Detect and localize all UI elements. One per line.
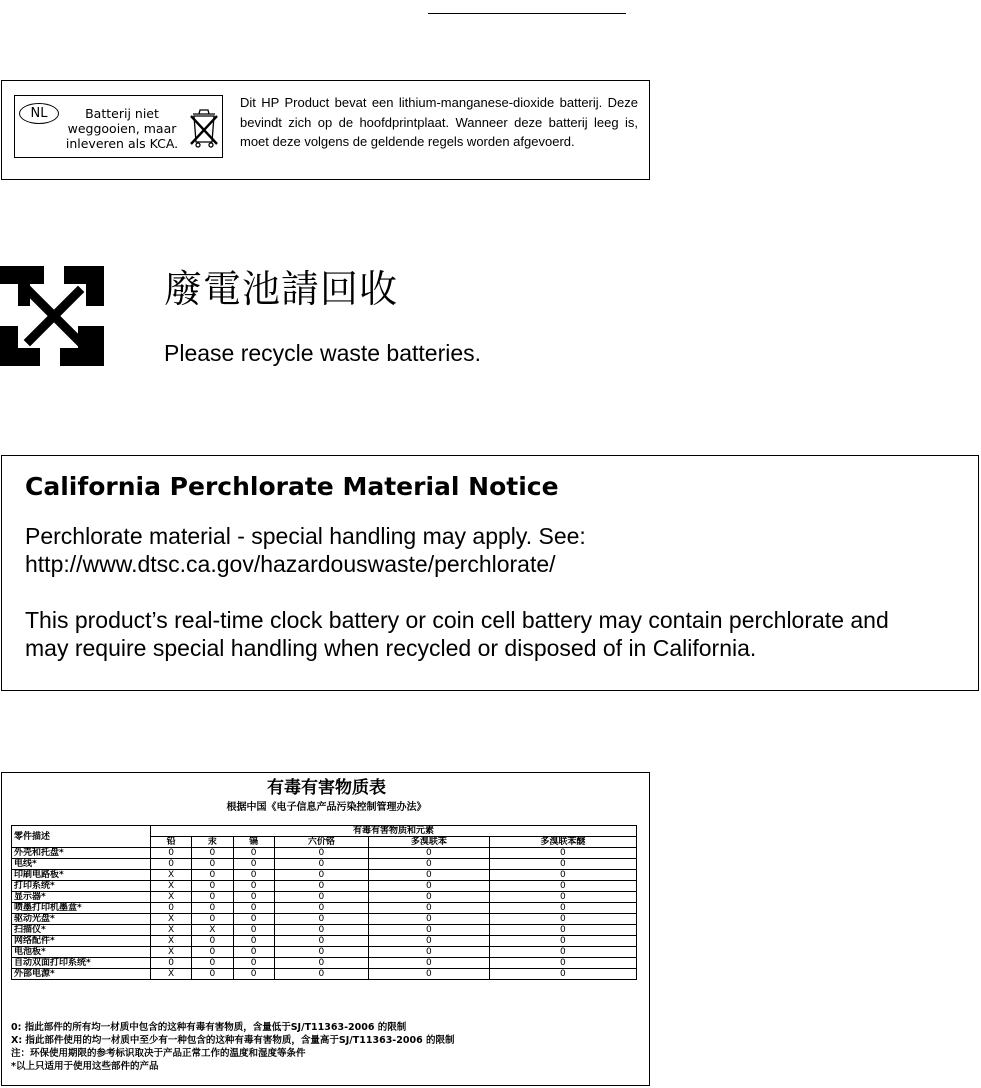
substance-value-cell: 0 bbox=[233, 892, 274, 903]
substance-value-cell: 0 bbox=[192, 903, 233, 914]
substance-value-cell: 0 bbox=[274, 958, 368, 969]
table-row bbox=[12, 870, 637, 881]
ca-notice-line: Perchlorate material - special handling may apply. See: bbox=[25, 523, 586, 549]
substance-value-cell: 0 bbox=[489, 859, 636, 870]
table-note: X: 指此部件使用的均一材质中至少有一种包含的这种有毒有害物质，含量高于SJ/T11363-2006 的限制 bbox=[11, 1035, 455, 1046]
nl-label-line: inleveren als KCA. bbox=[65, 136, 179, 151]
table-row bbox=[12, 892, 637, 903]
substance-value-cell: 0 bbox=[151, 859, 192, 870]
substance-value-cell: 0 bbox=[368, 892, 489, 903]
substance-value-cell: 0 bbox=[233, 936, 274, 947]
substance-value-cell: 0 bbox=[368, 848, 489, 859]
ca-notice-line: may require special handling when recycled or disposed of in California. bbox=[25, 635, 757, 661]
column-header: 铅 bbox=[151, 837, 192, 848]
substance-value-cell: 0 bbox=[368, 903, 489, 914]
substance-value-cell: 0 bbox=[368, 936, 489, 947]
table-row bbox=[12, 914, 637, 925]
substance-value-cell: 0 bbox=[489, 936, 636, 947]
substance-value-cell: 0 bbox=[489, 892, 636, 903]
table-row bbox=[12, 925, 637, 936]
substance-value-cell: 0 bbox=[274, 925, 368, 936]
table-row bbox=[12, 881, 637, 892]
substance-value-cell: 0 bbox=[368, 969, 489, 980]
recycle-title-zh: 廢電池請回收 bbox=[164, 267, 399, 311]
substance-value-cell: 0 bbox=[489, 903, 636, 914]
nl-label-line: Batterij niet bbox=[85, 106, 159, 121]
part-name-cell: 自动双面打印系统* bbox=[12, 958, 151, 969]
ca-notice-line: This product’s real-time clock battery or coin cell battery may contain perchlorate and bbox=[25, 607, 889, 633]
part-name-cell: 电池板* bbox=[12, 947, 151, 958]
substance-value-cell: 0 bbox=[192, 958, 233, 969]
substance-value-cell: 0 bbox=[489, 848, 636, 859]
part-name-cell: 电线* bbox=[12, 859, 151, 870]
table-row bbox=[12, 848, 637, 859]
substance-value-cell: 0 bbox=[233, 958, 274, 969]
substance-value-cell: 0 bbox=[274, 947, 368, 958]
substance-value-cell: 0 bbox=[489, 958, 636, 969]
column-header: 六价铬 bbox=[274, 837, 368, 848]
substance-value-cell: 0 bbox=[233, 925, 274, 936]
battery-recycle-icon bbox=[0, 262, 108, 370]
substance-value-cell: 0 bbox=[274, 881, 368, 892]
column-header: 汞 bbox=[192, 837, 233, 848]
header-rule bbox=[428, 13, 626, 14]
part-name-cell: 外壳和托盘* bbox=[12, 848, 151, 859]
substance-value-cell: 0 bbox=[368, 958, 489, 969]
substance-value-cell: 0 bbox=[274, 936, 368, 947]
substance-value-cell: 0 bbox=[151, 903, 192, 914]
nl-disposal-text bbox=[51, 106, 193, 151]
column-header: 多溴联苯 bbox=[368, 837, 489, 848]
substance-group-header: 有毒有害物质和元素 bbox=[151, 826, 637, 837]
substance-value-cell: 0 bbox=[274, 903, 368, 914]
nl-country-badge: NL bbox=[19, 103, 59, 124]
substance-value-cell: 0 bbox=[274, 914, 368, 925]
part-name-cell: 网络配件* bbox=[12, 936, 151, 947]
substance-value-cell: 0 bbox=[233, 969, 274, 980]
substance-value-cell: 0 bbox=[192, 881, 233, 892]
substance-value-cell: 0 bbox=[233, 859, 274, 870]
substance-value-cell: 0 bbox=[192, 969, 233, 980]
substance-value-cell: 0 bbox=[368, 925, 489, 936]
table-row bbox=[12, 958, 637, 969]
part-name-cell: 驱动光盘* bbox=[12, 914, 151, 925]
substance-value-cell: 0 bbox=[489, 881, 636, 892]
substance-value-cell: 0 bbox=[489, 947, 636, 958]
nl-label-line: weggooien, maar bbox=[67, 121, 177, 136]
part-name-cell: 喷墨打印机墨盒* bbox=[12, 903, 151, 914]
substance-value-cell: 0 bbox=[368, 881, 489, 892]
substance-value-cell: 0 bbox=[151, 958, 192, 969]
substance-value-cell: 0 bbox=[233, 947, 274, 958]
substance-value-cell: 0 bbox=[274, 848, 368, 859]
substance-value-cell: 0 bbox=[151, 848, 192, 859]
substance-value-cell: 0 bbox=[368, 859, 489, 870]
substance-value-cell: 0 bbox=[192, 936, 233, 947]
part-header: 零件描述 bbox=[12, 826, 151, 848]
table-note: 注：环保使用期限的参考标识取决于产品正常工作的温度和湿度等条件 bbox=[11, 1048, 306, 1059]
recycle-subtitle: Please recycle waste batteries. bbox=[164, 340, 482, 366]
table-row bbox=[12, 936, 637, 947]
part-name-cell: 外部电源* bbox=[12, 969, 151, 980]
substance-value-cell: X bbox=[151, 969, 192, 980]
substance-value-cell: 0 bbox=[489, 969, 636, 980]
substance-value-cell: 0 bbox=[274, 892, 368, 903]
substance-value-cell: X bbox=[151, 925, 192, 936]
ca-notice-url: http://www.dtsc.ca.gov/hazardouswaste/perchlorate/ bbox=[25, 551, 556, 577]
substance-value-cell: 0 bbox=[274, 870, 368, 881]
substance-value-cell: X bbox=[151, 914, 192, 925]
substance-value-cell: X bbox=[151, 870, 192, 881]
substance-value-cell: 0 bbox=[274, 859, 368, 870]
substance-value-cell: 0 bbox=[489, 914, 636, 925]
hazardous-substance-table-box bbox=[1, 772, 650, 1086]
table-note: 0: 指此部件的所有均一材质中包含的这种有毒有害物质，含量低于SJ/T11363-2006 的限制 bbox=[11, 1022, 407, 1033]
substance-value-cell: 0 bbox=[192, 914, 233, 925]
substance-value-cell: 0 bbox=[192, 859, 233, 870]
substance-value-cell: X bbox=[192, 925, 233, 936]
ca-notice-title: California Perchlorate Material Notice bbox=[25, 472, 559, 501]
hazardous-substance-table bbox=[11, 825, 637, 980]
substance-value-cell: 0 bbox=[192, 947, 233, 958]
substance-value-cell: 0 bbox=[368, 870, 489, 881]
table-row bbox=[12, 859, 637, 870]
crossed-out-bin-icon bbox=[187, 102, 221, 150]
substance-value-cell: X bbox=[151, 936, 192, 947]
california-perchlorate-notice bbox=[1, 455, 979, 691]
substance-value-cell: X bbox=[151, 947, 192, 958]
substance-value-cell: 0 bbox=[233, 870, 274, 881]
table-note: *以上只适用于使用这些部件的产品 bbox=[11, 1061, 159, 1072]
substance-value-cell: 0 bbox=[233, 881, 274, 892]
substance-value-cell: X bbox=[151, 881, 192, 892]
table-title: 有毒有害物质表 bbox=[267, 778, 386, 798]
substance-value-cell: 0 bbox=[192, 848, 233, 859]
substance-value-cell: 0 bbox=[192, 870, 233, 881]
part-name-cell: 扫描仪* bbox=[12, 925, 151, 936]
column-header: 多溴联苯醚 bbox=[489, 837, 636, 848]
part-name-cell: 印刷电路板* bbox=[12, 870, 151, 881]
table-subtitle: 根据中国《电子信息产品污染控制管理办法》 bbox=[226, 802, 427, 813]
substance-value-cell: 0 bbox=[368, 914, 489, 925]
part-name-cell: 打印系统* bbox=[12, 881, 151, 892]
substance-value-cell: 0 bbox=[489, 870, 636, 881]
nl-notice-text: Dit HP Product bevat een lithium-manganese-dioxide batterij. Deze bevindt zich op de hoofdprintplaat. Wanneer deze batterij leeg is, moet deze volgens de geldende regels worden afgevoerd. bbox=[240, 95, 638, 149]
table-row bbox=[12, 903, 637, 914]
nl-disposal-label bbox=[14, 95, 223, 158]
table-notes bbox=[11, 1021, 641, 1073]
table-body bbox=[12, 848, 637, 980]
nl-battery-notice bbox=[1, 80, 650, 180]
substance-value-cell: 0 bbox=[233, 914, 274, 925]
table-row bbox=[12, 969, 637, 980]
substance-value-cell: 0 bbox=[192, 892, 233, 903]
substance-value-cell: 0 bbox=[368, 947, 489, 958]
column-header: 镉 bbox=[233, 837, 274, 848]
substance-value-cell: 0 bbox=[233, 848, 274, 859]
table-row bbox=[12, 947, 637, 958]
part-name-cell: 显示器* bbox=[12, 892, 151, 903]
substance-value-cell: 0 bbox=[274, 969, 368, 980]
substance-value-cell: 0 bbox=[489, 925, 636, 936]
substance-value-cell: X bbox=[151, 892, 192, 903]
substance-value-cell: 0 bbox=[233, 903, 274, 914]
